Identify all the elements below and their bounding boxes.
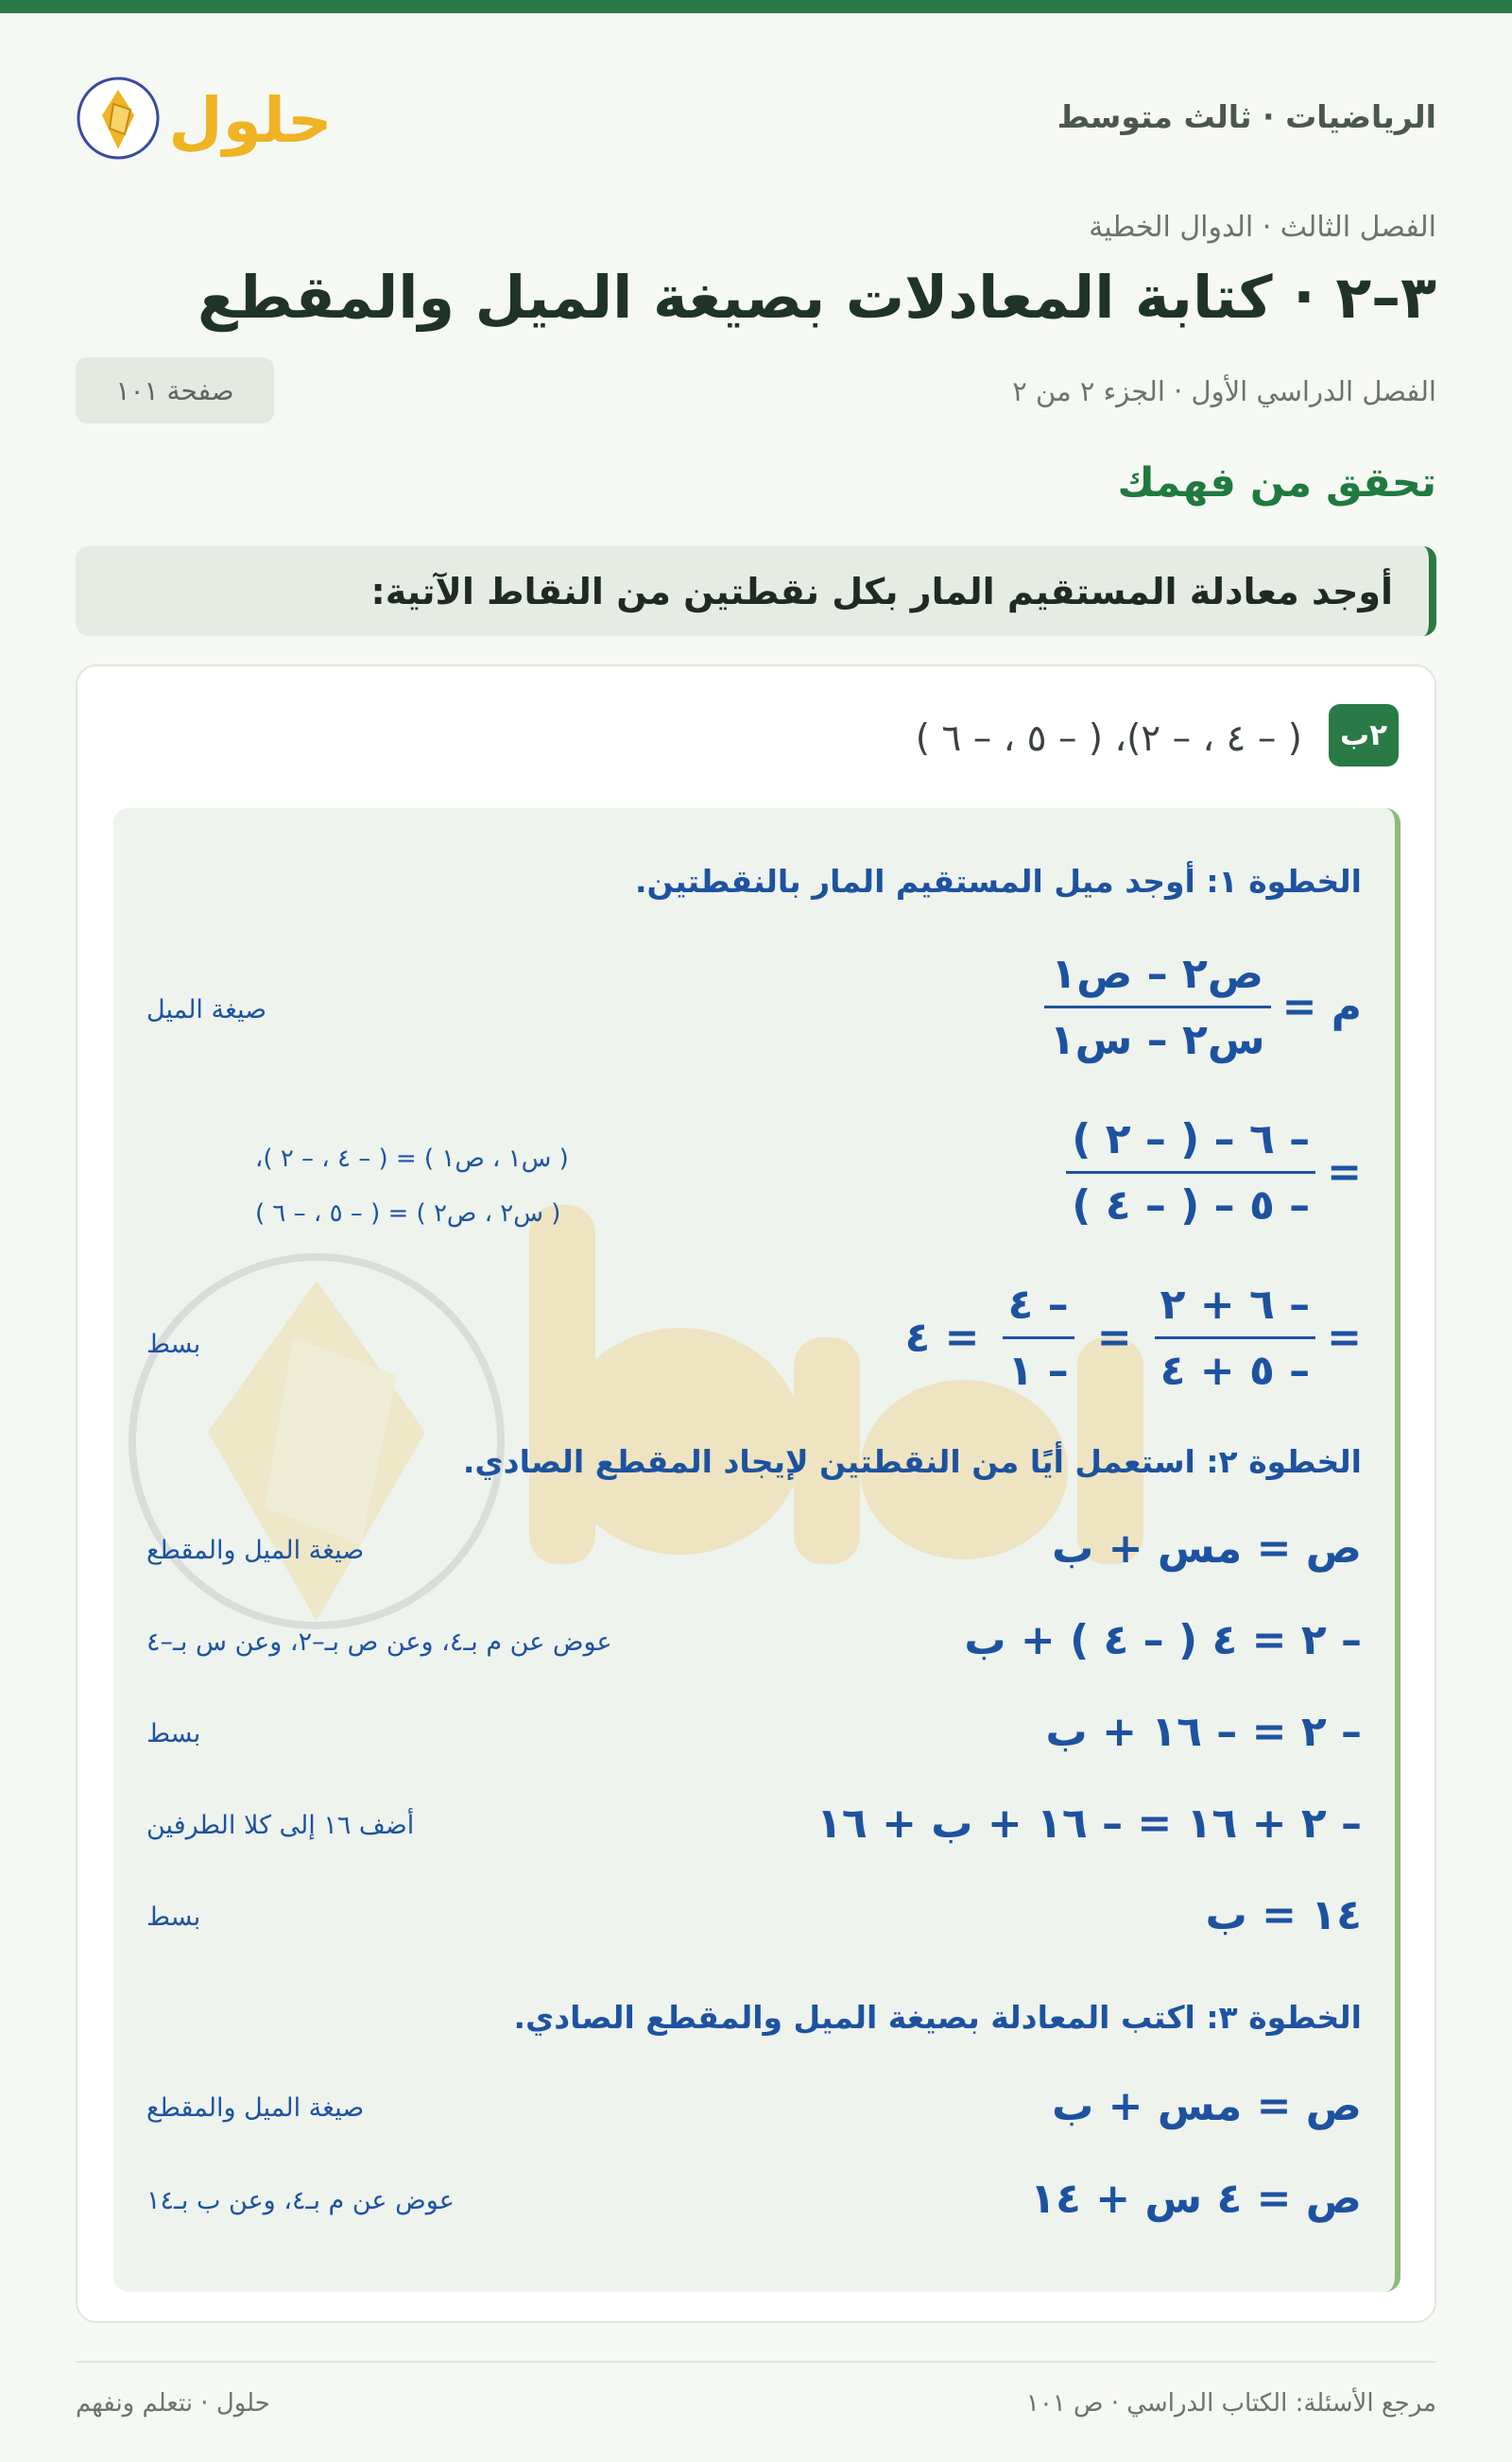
slope-denominator: س٢ – س١ [1044, 1006, 1271, 1064]
footer-brand: حلول · نتعلم ونفهم [76, 2389, 270, 2418]
simplify-fraction-2 [1003, 1281, 1074, 1395]
final-equation: ص = ٤ س + ١٤ [1030, 2175, 1362, 2223]
slope-simplify [893, 1281, 1362, 1395]
point-1-note: ( س١ ، ص١ ) = ( – ٤ ، – ٢ )، [255, 1145, 569, 1173]
slope-formula [1033, 950, 1362, 1064]
question-card [76, 664, 1436, 2323]
step-1-heading: الخطوة ١: أوجد ميل المستقيم المار بالنقطتين. [634, 863, 1362, 900]
page-title: ٣–٢ · كتابة المعادلات بصيغة الميل والمقطع [198, 263, 1436, 332]
substitution-fraction [1066, 1115, 1315, 1230]
slope-numerator: ص٢ – ص١ [1051, 950, 1264, 998]
slope-fraction [1044, 950, 1271, 1064]
simplify-equals-2: = [1096, 1314, 1132, 1362]
simplify-denominator-2: – ١ [1003, 1336, 1074, 1395]
step2-note-2: عوض عن م بـ٤، وعن ص بـ–٢، وعن س بـ–٤ [146, 1627, 612, 1657]
step2-note-4: أضف ١٦ إلى كلا الطرفين [146, 1811, 415, 1840]
step2-note-3: بسط [146, 1719, 201, 1748]
page-header [76, 66, 1436, 170]
point-2-note: ( س٢ ، ص٢ ) = ( – ٥ ، – ٦ ) [255, 1199, 561, 1228]
instruction-box [76, 546, 1436, 636]
step3-line-1: ص = مس + ب [1052, 2082, 1362, 2130]
step2-line-2: – ٢ = ٤ ( – ٤ ) + ب [964, 1616, 1362, 1664]
section-heading: تحقق من فهمك [1117, 459, 1436, 507]
simplify-denominator-1: – ٥ + ٤ [1155, 1336, 1316, 1395]
footer-divider [76, 2361, 1436, 2363]
substitution-denominator: – ٥ – ( – ٤ ) [1066, 1171, 1315, 1230]
step2-note-5: بسط [146, 1902, 201, 1932]
instruction-text: أوجد معادلة المستقيم المار بكل نقطتين من النقاط الآتية: [370, 570, 1393, 612]
question-points: ( – ٤ ، – ٢)، ( – ٥ ، – ٦ ) [915, 717, 1302, 760]
top-accent-bar [0, 0, 1512, 13]
subject-label: الرياضيات · ثالث متوسط [1057, 98, 1436, 135]
simplify-numerator-2: – ٤ [1007, 1281, 1069, 1329]
footer-reference: مرجع الأسئلة: الكتاب الدراسي · ص ١٠١ [1025, 2389, 1436, 2418]
page-badge: صفحة ١٠١ [76, 357, 274, 423]
step2-line-3: – ٢ = – ١٦ + ب [1045, 1708, 1362, 1756]
slope-result: = ٤ [904, 1314, 980, 1362]
hulul-logo[interactable] [76, 66, 359, 170]
chapter-label: الفصل الثالث · الدوال الخطية [1089, 211, 1436, 244]
substitution-numerator: – ٦ – ( – ٢ ) [1072, 1115, 1311, 1163]
step3-note-2: عوض عن م بـ٤، وعن ب بـ١٤ [146, 2186, 455, 2215]
step2-line-4: – ٢ + ١٦ = – ١٦ + ب + ١٦ [816, 1799, 1362, 1848]
question-number-badge: ٢ب [1329, 704, 1399, 766]
step2-note-1: صيغة الميل والمقطع [146, 1536, 365, 1565]
step3-note-1: صيغة الميل والمقطع [146, 2093, 365, 2123]
solution-panel [113, 808, 1400, 2292]
substitution-equals: = [1327, 1148, 1362, 1197]
simplify-numerator-1: – ٦ + ٢ [1160, 1281, 1311, 1329]
logo-text: حلول [168, 84, 333, 157]
simplify-note: بسط [146, 1330, 201, 1359]
simplify-equals-1: = [1327, 1314, 1362, 1362]
slope-lhs: م = [1281, 983, 1362, 1031]
step2-line-5: ١٤ = ب [1205, 1891, 1362, 1939]
step-2-heading: الخطوة ٢: استعمل أيًا من النقطتين لإيجاد المقطع الصادي. [462, 1443, 1362, 1480]
simplify-fraction-1 [1155, 1281, 1316, 1395]
step-3-heading: الخطوة ٣: اكتب المعادلة بصيغة الميل والمقطع الصادي. [513, 1999, 1362, 2036]
slope-formula-note: صيغة الميل [146, 995, 267, 1024]
slope-substitution [1055, 1115, 1362, 1230]
term-meta: الفصل الدراسي الأول · الجزء ٢ من ٢ [1012, 375, 1436, 407]
step2-line-1: ص = مس + ب [1052, 1524, 1362, 1573]
